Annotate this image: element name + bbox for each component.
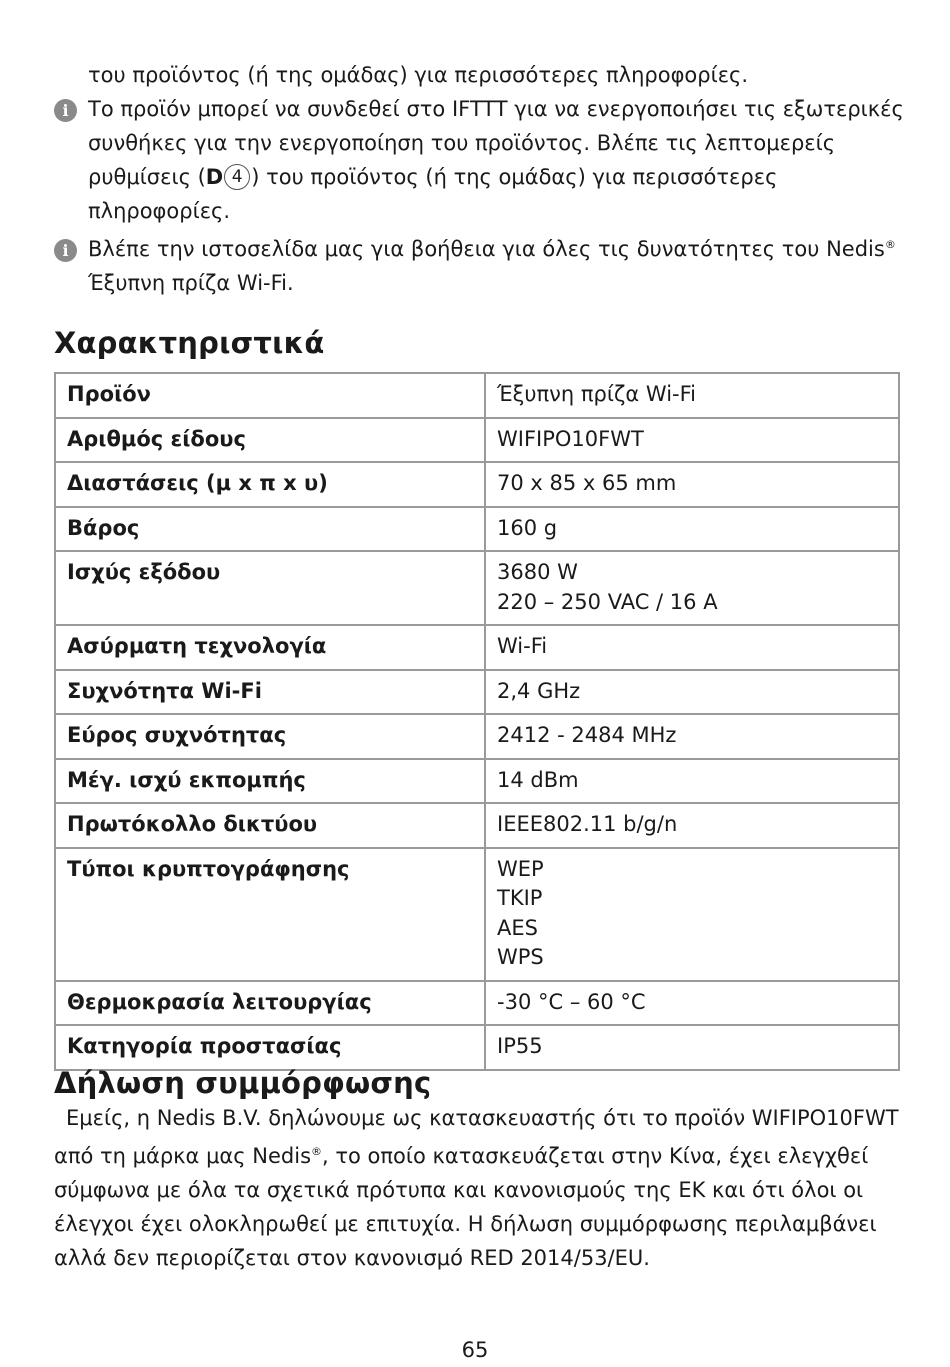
spec-row: [55, 1025, 899, 1070]
spec-label: Διαστάσεις (μ x π x υ): [55, 462, 485, 507]
section-heading-declaration: Δήλωση συμμόρφωσης: [54, 1066, 432, 1100]
spec-row: [55, 759, 899, 804]
spec-value: TKIP: [497, 886, 543, 910]
spec-value-cell: [485, 803, 899, 848]
spec-value: 14 dBm: [497, 767, 579, 792]
spec-label: Πρωτόκολλο δικτύου: [55, 803, 485, 848]
spec-value: 220 – 250 VAC / 16 A: [497, 589, 718, 614]
note-text: Βλέπε την ιστοσελίδα μας για βοήθεια για όλες τις δυνατότητες του Nedis: [88, 237, 885, 261]
declaration-line: αλλά δεν περιορίζεται στον κανονισμό RED 2014/53/EU.: [54, 1246, 650, 1270]
spec-label: Αριθμός είδους: [55, 418, 485, 463]
spec-value-cell: [485, 848, 899, 981]
spec-label: Τύποι κρυπτογράφησης: [55, 848, 485, 981]
spec-row: [55, 373, 899, 418]
spec-value-cell: [485, 981, 899, 1026]
spec-value: WPS: [497, 945, 544, 969]
spec-value-cell: [485, 759, 899, 804]
intro-line: του προϊόντος (ή της ομάδας) για περισσότερες πληροφορίες.: [88, 63, 749, 87]
info-icon: i: [54, 239, 77, 262]
spec-value: Έξυπνη πρίζα Wi-Fi: [497, 382, 697, 406]
info-note-ifttt: [54, 92, 914, 228]
spec-label: Εύρος συχνότητας: [55, 714, 485, 759]
declaration-line: έλεγχοι έχει ολοκληρωθεί με επιτυχία. Η δήλωση συμμόρφωσης περιλαμβάνει: [54, 1212, 877, 1236]
spec-label: Ασύρματη τεχνολογία: [55, 625, 485, 670]
spec-row: [55, 670, 899, 715]
info-note-website: [54, 228, 914, 300]
spec-row: [55, 981, 899, 1026]
spec-value: 70 x 85 x 65 mm: [497, 471, 677, 495]
page-number: 65: [461, 1338, 489, 1362]
declaration-line: σύμφωνα με όλα τα σχετικά πρότυπα και κανονισμούς της ΕΚ και ότι όλοι οι: [54, 1178, 864, 1202]
spec-value-cell: [485, 1025, 899, 1070]
spec-value: -30 °C – 60 °C: [497, 989, 646, 1014]
specifications-table: [54, 372, 900, 1071]
spec-row: [55, 418, 899, 463]
spec-row: [55, 551, 899, 625]
spec-value: Wi-Fi: [497, 634, 548, 658]
info-icon: i: [54, 99, 77, 122]
spec-value-cell: [485, 507, 899, 552]
spec-row: [55, 507, 899, 552]
spec-label: Μέγ. ισχύ εκπομπής: [55, 759, 485, 804]
declaration-line: από τη μάρκα μας Nedis®, το οποίο κατασκευάζεται στην Κίνα, έχει ελεγχθεί: [54, 1144, 869, 1168]
spec-row: [55, 848, 899, 981]
spec-value: IEEE802.11 b/g/n: [497, 812, 678, 836]
note-text: Έξυπνη πρίζα Wi-Fi.: [88, 271, 294, 295]
spec-value-cell: [485, 714, 899, 759]
spec-value: 2412 - 2484 MHz: [497, 723, 677, 747]
spec-value: 160 g: [497, 515, 558, 540]
note-text: συνθήκες για την ενεργοποίηση του προϊόντος. Βλέπε τις λεπτομερείς: [88, 131, 836, 155]
circled-number-4: 4: [224, 164, 250, 190]
spec-row: [55, 462, 899, 507]
spec-label: Ισχύς εξόδου: [55, 551, 485, 625]
spec-label: Προϊόν: [55, 373, 485, 418]
spec-value: AES: [497, 915, 538, 940]
spec-label: Κατηγορία προστασίας: [55, 1025, 485, 1070]
spec-value: WEP: [497, 856, 544, 881]
spec-label: Συχνότητα Wi-Fi: [55, 670, 485, 715]
declaration-paragraph: [54, 1101, 914, 1275]
reference-letter: D: [205, 165, 224, 189]
spec-label: Βάρος: [55, 507, 485, 552]
spec-row: [55, 625, 899, 670]
spec-value-cell: [485, 418, 899, 463]
section-heading-features: Χαρακτηριστικά: [54, 326, 325, 360]
spec-value: WIFIPO10FWT: [497, 426, 644, 451]
spec-value: IP55: [497, 1034, 543, 1058]
spec-label: Θερμοκρασία λειτουργίας: [55, 981, 485, 1026]
spec-value-cell: [485, 462, 899, 507]
intro-notes: [54, 58, 914, 300]
note-text: πληροφορίες.: [88, 199, 231, 223]
spec-value-cell: [485, 551, 899, 625]
spec-value: 3680 W: [497, 560, 578, 584]
registered-mark: ®: [311, 1145, 323, 1158]
note-text: Το προϊόν μπορεί να συνδεθεί στο IFTTT για να ενεργοποιήσει τις εξωτερικές: [88, 97, 904, 121]
spec-value-cell: [485, 670, 899, 715]
spec-row: [55, 714, 899, 759]
registered-mark: ®: [884, 238, 896, 251]
spec-value: 2,4 GHz: [497, 678, 581, 703]
declaration-line: Εμείς, η Nedis B.V. δηλώνουμε ως κατασκευαστής ότι το προϊόν WIFIPO10FWT: [66, 1106, 899, 1130]
spec-value-cell: [485, 625, 899, 670]
note-text-with-reference: ρυθμίσεις (D 4 ) του προϊόντος (ή της ομάδας) για περισσότερες: [88, 165, 778, 189]
spec-value-cell: [485, 373, 899, 418]
spec-row: [55, 803, 899, 848]
